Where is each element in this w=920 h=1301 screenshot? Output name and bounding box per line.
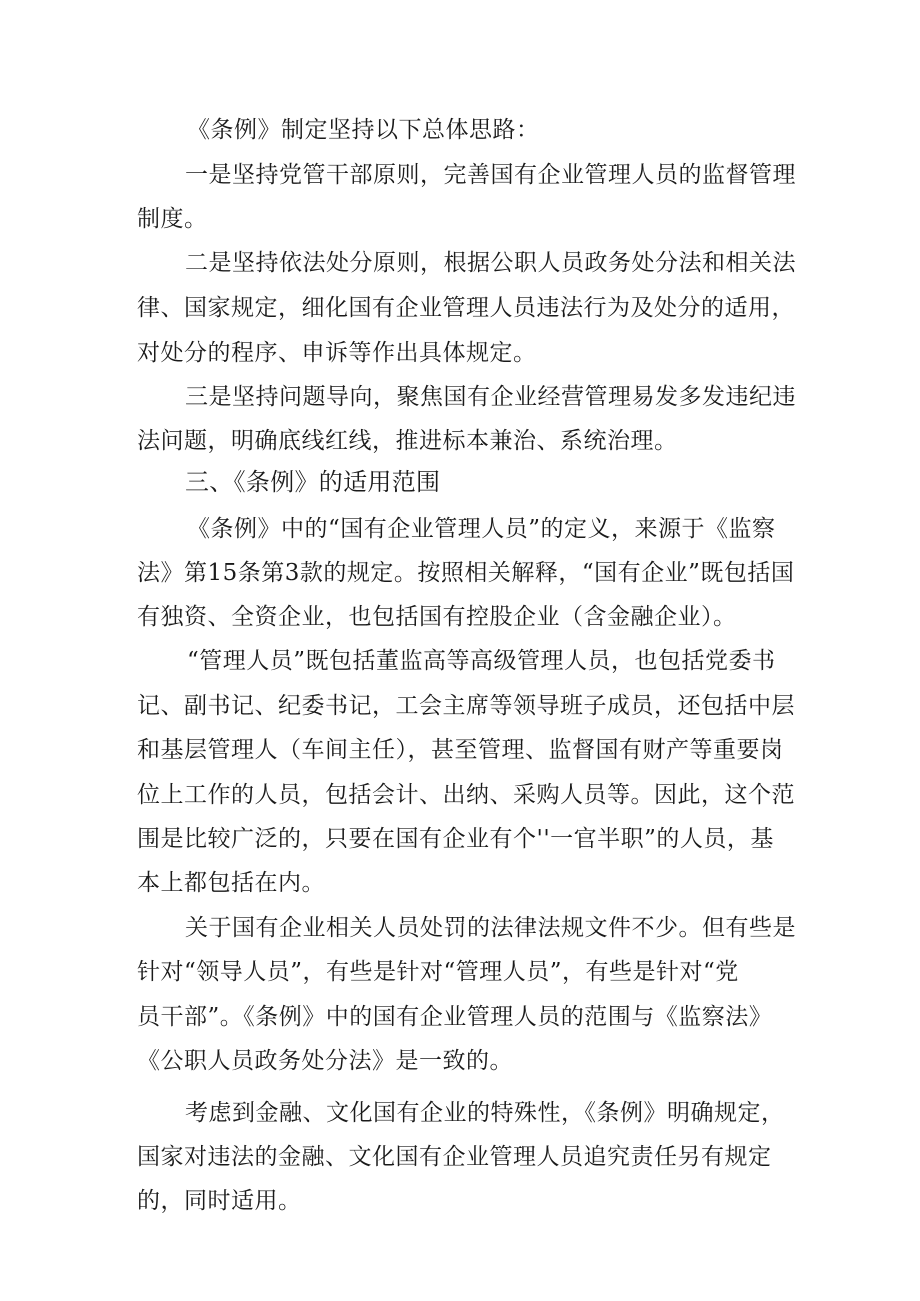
text-line: 围是比较广泛的，只要在国有企业有个''一官半职”的人员，基 xyxy=(137,826,774,852)
text-line: 位上工作的人员，包括会计、出纳、采购人员等。因此，这个范 xyxy=(137,782,795,808)
text-line: “管理人员”既包括董监高等高级管理人员，也包括党委书 xyxy=(187,648,776,674)
text-line: 法》第15条第3款的规定。按照相关解释，“国有企业”既包括国 xyxy=(137,560,795,586)
text-line: 法问题，明确底线红线，推进标本兼治、系统治理。 xyxy=(137,428,678,454)
text-line: 的，同时适用。 xyxy=(137,1188,302,1214)
text-line: 记、副书记、纪委书记，工会主席等领导班子成员，还包括中层 xyxy=(137,693,795,719)
text-line: 一是坚持党管干部原则，完善国有企业管理人员的监督管理 xyxy=(185,162,796,188)
text-line: 《条例》中的“国有企业管理人员”的定义，来源于《监察 xyxy=(187,516,776,542)
text-line: 考虑到金融、文化国有企业的特殊性，《条例》明确规定， xyxy=(185,1100,785,1126)
text-line: 三是坚持问题导向，聚焦国有企业经营管理易发多发违纪违 xyxy=(185,384,796,410)
text-line: 国家对违法的金融、文化国有企业管理人员追究责任另有规定 xyxy=(137,1144,772,1170)
text-line: 对处分的程序、申诉等作出具体规定。 xyxy=(137,340,537,366)
text-line: 本上都包括在内。 xyxy=(137,870,325,896)
text-line: 二是坚持依法处分原则，根据公职人员政务处分法和相关法 xyxy=(185,250,796,276)
text-line: 制度。 xyxy=(137,206,208,232)
text-line: 《公职人员政务处分法》是一致的。 xyxy=(137,1048,513,1074)
text-line: 针对“领导人员”，有些是针对“管理人员”，有些是针对“党 xyxy=(137,959,739,985)
text-line: 关于国有企业相关人员处罚的法律法规文件不少。但有些是 xyxy=(185,915,796,941)
text-line: 《条例》制定坚持以下总体思路： xyxy=(187,117,540,143)
text-line: 和基层管理人（车间主任），甚至管理、监督国有财产等重要岗 xyxy=(137,737,784,763)
text-line: 有独资、全资企业，也包括国有控股企业（含金融企业）。 xyxy=(137,604,737,630)
section-heading: 三、《条例》的适用范围 xyxy=(185,468,441,496)
text-line: 律、国家规定，细化国有企业管理人员违法行为及处分的适用， xyxy=(137,295,795,321)
text-line: 员干部”。《条例》中的国有企业管理人员的范围与《监察法》 xyxy=(137,1004,773,1030)
